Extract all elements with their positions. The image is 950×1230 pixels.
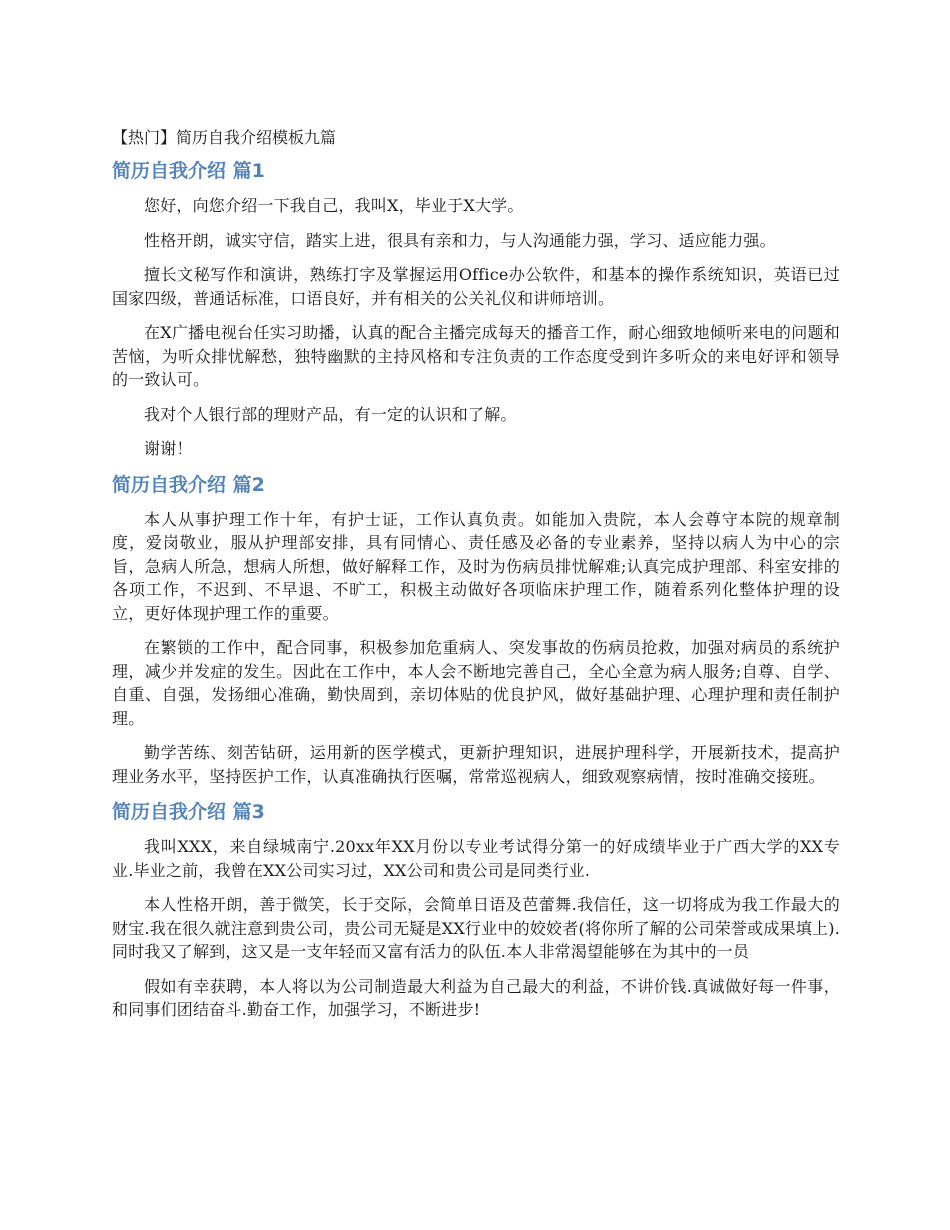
section-2 [112, 472, 840, 789]
paragraph: 勤学苦练、刻苦钻研，运用新的医学模式，更新护理知识，进展护理科学，开展新技术，提高护理业务水平，坚持医护工作，认真准确执行医嘱，常常巡视病人，细致观察病情，按时准确交接班。 [112, 743, 840, 786]
paragraph: 本人性格开朗，善于微笑，长于交际，会简单日语及芭蕾舞.我信任，这一切将成为我工作最大的财宝.我在很久就注意到贵公司，贵公司无疑是XX行业中的姣姣者(将你所了解的公司荣誉或成果填上).同时我又了解到，这又是一支年轻而又富有活力的队伍.本人非常渴望能够在为其中的一员 [112, 895, 840, 961]
document-page [112, 126, 840, 1030]
section-heading: 简历自我介绍 篇2 [112, 473, 265, 496]
section-heading: 简历自我介绍 篇3 [112, 801, 265, 823]
document-title: 【热门】简历自我介绍模板九篇 [112, 128, 337, 147]
paragraph: 您好，向您介绍一下我自己，我叫X，毕业于X大学。 [144, 196, 524, 215]
paragraph: 在X广播电视台任实习助播，认真的配合主播完成每天的播音工作，耐心细致地倾听来电的问题和苦恼，为听众排忧解愁，独特幽默的主持风格和专注负责的工作态度受到许多听众的来电好评和领导的一致认可。 [112, 323, 840, 389]
paragraph: 在繁锁的工作中，配合同事，积极参加危重病人、突发事故的伤病员抢救，加强对病员的系统护理，减少并发症的发生。因此在工作中，本人会不断地完善自己，全心全意为病人服务;自尊、自学、自重、自强，发扬细心准确，勤快周到，亲切体贴的优良护风，做好基础护理、心理护理和责任制护理。 [112, 638, 840, 728]
paragraph: 性格开朗，诚实守信，踏实上进，很具有亲和力，与人沟通能力强，学习、适应能力强。 [144, 230, 776, 250]
paragraph: 谢谢！ [144, 439, 193, 458]
paragraph: 本人从事护理工作十年，有护士证，工作认真负责。如能加入贵院，本人会尊守本院的规章制度，爱岗敬业，服从护理部安排，具有同情心、责任感及必备的专业素养，坚持以病人为中心的宗旨，急病人所急，想病人所想，做好解释工作，及时为伤病员排忧解难;认真完成护理部、科室安排的各项工作，不迟到、不早退、不旷工，积极主动做好各项临床护理工作，随着系列化整体护理的设立，更好体现护理工作的重要。 [112, 509, 840, 623]
section-heading: 简历自我介绍 篇1 [112, 160, 265, 182]
paragraph: 假如有幸获聘，本人将以为公司制造最大利益为自己最大的利益，不讲价钱.真诚做好每一件事，和同事们团结奋斗.勤奋工作，加强学习，不断进步! [112, 976, 840, 1019]
section-3 [112, 799, 840, 1022]
paragraph: 我对个人银行部的理财产品，有一定的认识和了解。 [144, 404, 517, 424]
paragraph: 我叫XXX，来自绿城南宁.20xx年XX月份以专业考试得分第一的好成绩毕业于广西大学的XX专业.毕业之前，我曾在XX公司实习过，XX公司和贵公司是同类行业. [112, 837, 840, 880]
section-1 [112, 158, 840, 461]
paragraph: 擅长文秘写作和演讲，熟练打字及掌握运用Office办公软件，和基本的操作系统知识，英语已过国家四级，普通话标准，口语良好，并有相关的公关礼仪和讲师培训。 [112, 265, 840, 308]
